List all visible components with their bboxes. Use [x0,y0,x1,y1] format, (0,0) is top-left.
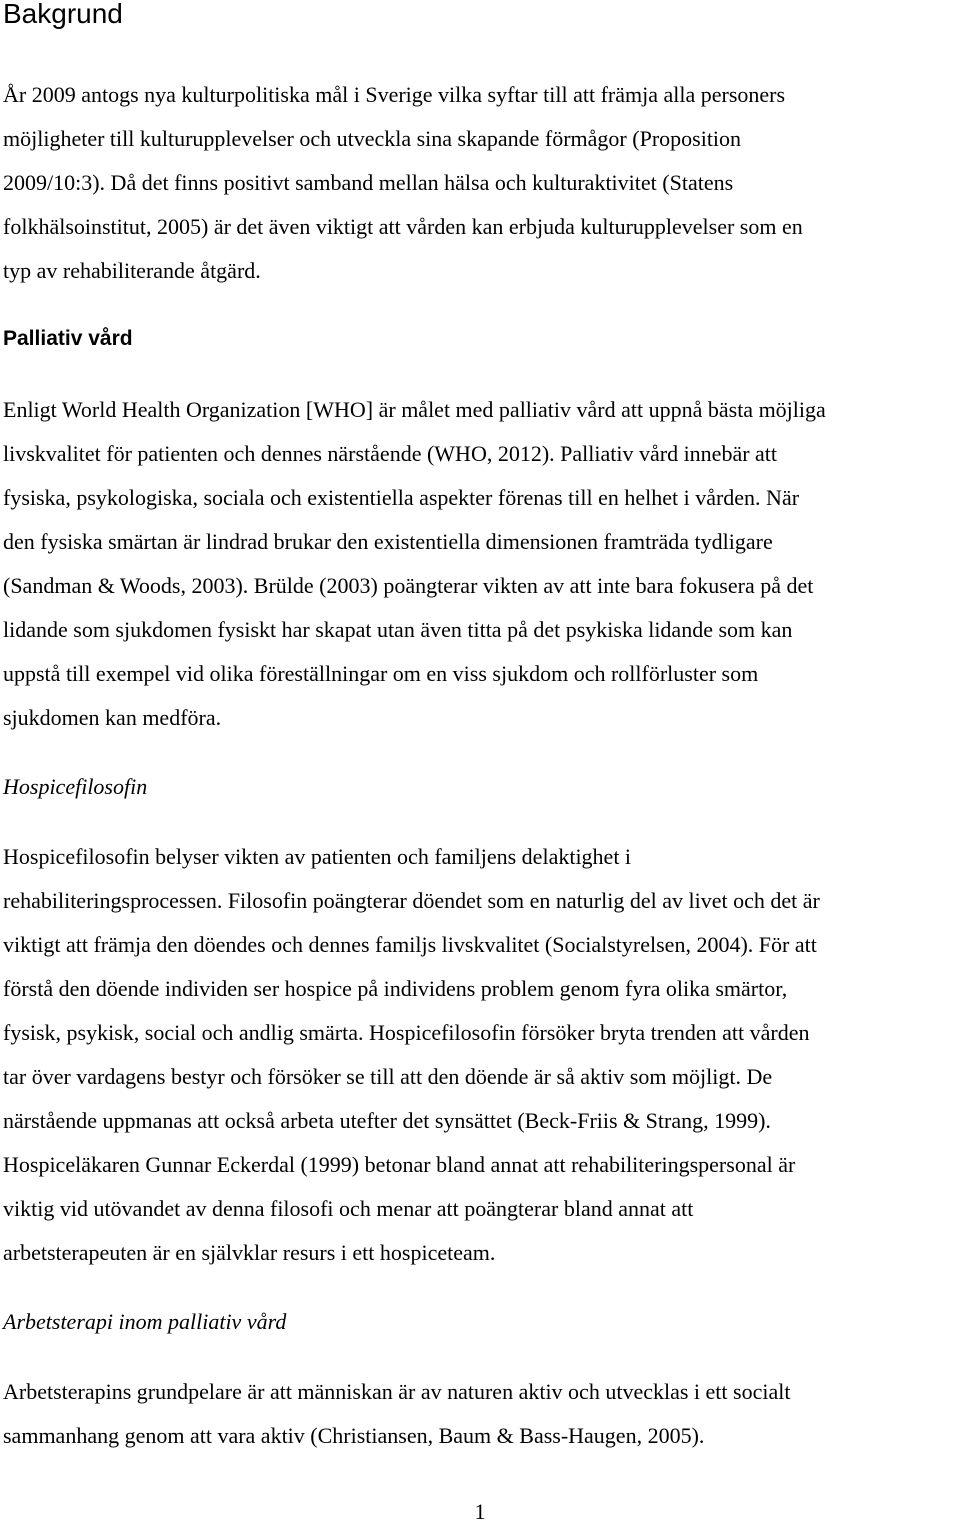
heading-arbetsterapi: Arbetsterapi inom palliativ vård [3,1309,287,1334]
paragraph-bakgrund [3,73,803,293]
text-line: År 2009 antogs nya kulturpolitiska mål i Sverige vilka syftar till att främja alla personers [3,82,786,107]
text-line: viktigt att främja den döendes och dennes familjs livskvalitet (Socialstyrelsen, 2004). För att [3,932,817,957]
text-line: 2009/10:3). Då det finns positivt samband mellan hälsa och kulturaktivitet (Statens [3,170,734,195]
text-line: lidande som sjukdomen fysiskt har skapat utan även titta på det psykiska lidande som kan [3,617,793,642]
text-line: folkhälsoinstitut, 2005) är det även viktigt att vården kan erbjuda kulturupplevelser som en [3,214,803,239]
text-line: sjukdomen kan medföra. [3,705,222,730]
text-line: arbetsterapeuten är en självklar resurs i ett hospiceteam. [3,1240,496,1265]
heading-hospicefilosofin: Hospicefilosofin [3,774,148,799]
text-line: Hospiceläkaren Gunnar Eckerdal (1999) betonar bland annat att rehabiliteringspersonal är [3,1152,796,1177]
text-line: tar över vardagens bestyr och försöker se till att den döende är så aktiv som möjligt. De [3,1064,773,1089]
text-line: (Sandman & Woods, 2003). Brülde (2003) poängterar vikten av att inte bara fokusera på det [3,573,814,598]
heading-bakgrund: Bakgrund [3,0,123,29]
text-line: närstående uppmanas att också arbeta utefter det synsättet (Beck-Friis & Strang, 1999). [3,1108,771,1133]
text-line: Arbetsterapins grundpelare är att människan är av naturen aktiv och utvecklas i ett socialt [3,1379,791,1404]
page-number: 1 [474,1499,486,1524]
text-line: möjligheter till kulturupplevelser och utveckla sina skapande förmågor (Proposition [3,126,742,151]
text-line: typ av rehabiliterande åtgärd. [3,258,261,283]
heading-palliativ-vard: Palliativ vård [3,327,133,350]
text-line: Enligt World Health Organization [WHO] är målet med palliativ vård att uppnå bästa möjliga [3,397,826,422]
text-line: den fysiska smärtan är lindrad brukar den existentiella dimensionen framträda tydligare [3,529,773,554]
text-line: fysiska, psykologiska, sociala och existentiella aspekter förenas till en helhet i vården. När [3,485,800,510]
text-line: livskvalitet för patienten och dennes närstående (WHO, 2012). Palliativ vård innebär att [3,441,778,466]
paragraph-palliativ-vard [3,388,826,740]
paragraph-arbetsterapi [3,1370,790,1458]
text-line: viktig vid utövandet av denna filosofi och menar att poängterar bland annat att [3,1196,694,1221]
text-line: rehabiliteringsprocessen. Filosofin poängterar döendet som en naturlig del av livet och det är [3,888,820,913]
text-line: förstå den döende individen ser hospice på individens problem genom fyra olika smärtor, [3,976,788,1001]
text-line: Hospicefilosofin belyser vikten av patienten och familjens delaktighet i [3,844,632,869]
paragraph-hospicefilosofin [3,835,820,1275]
text-line: uppstå till exempel vid olika föreställningar om en viss sjukdom och rollförluster som [3,661,759,686]
text-line: fysisk, psykisk, social och andlig smärta. Hospicefilosofin försöker bryta trenden att vården [3,1020,810,1045]
text-line: sammanhang genom att vara aktiv (Christiansen, Baum & Bass-Haugen, 2005). [3,1423,705,1448]
